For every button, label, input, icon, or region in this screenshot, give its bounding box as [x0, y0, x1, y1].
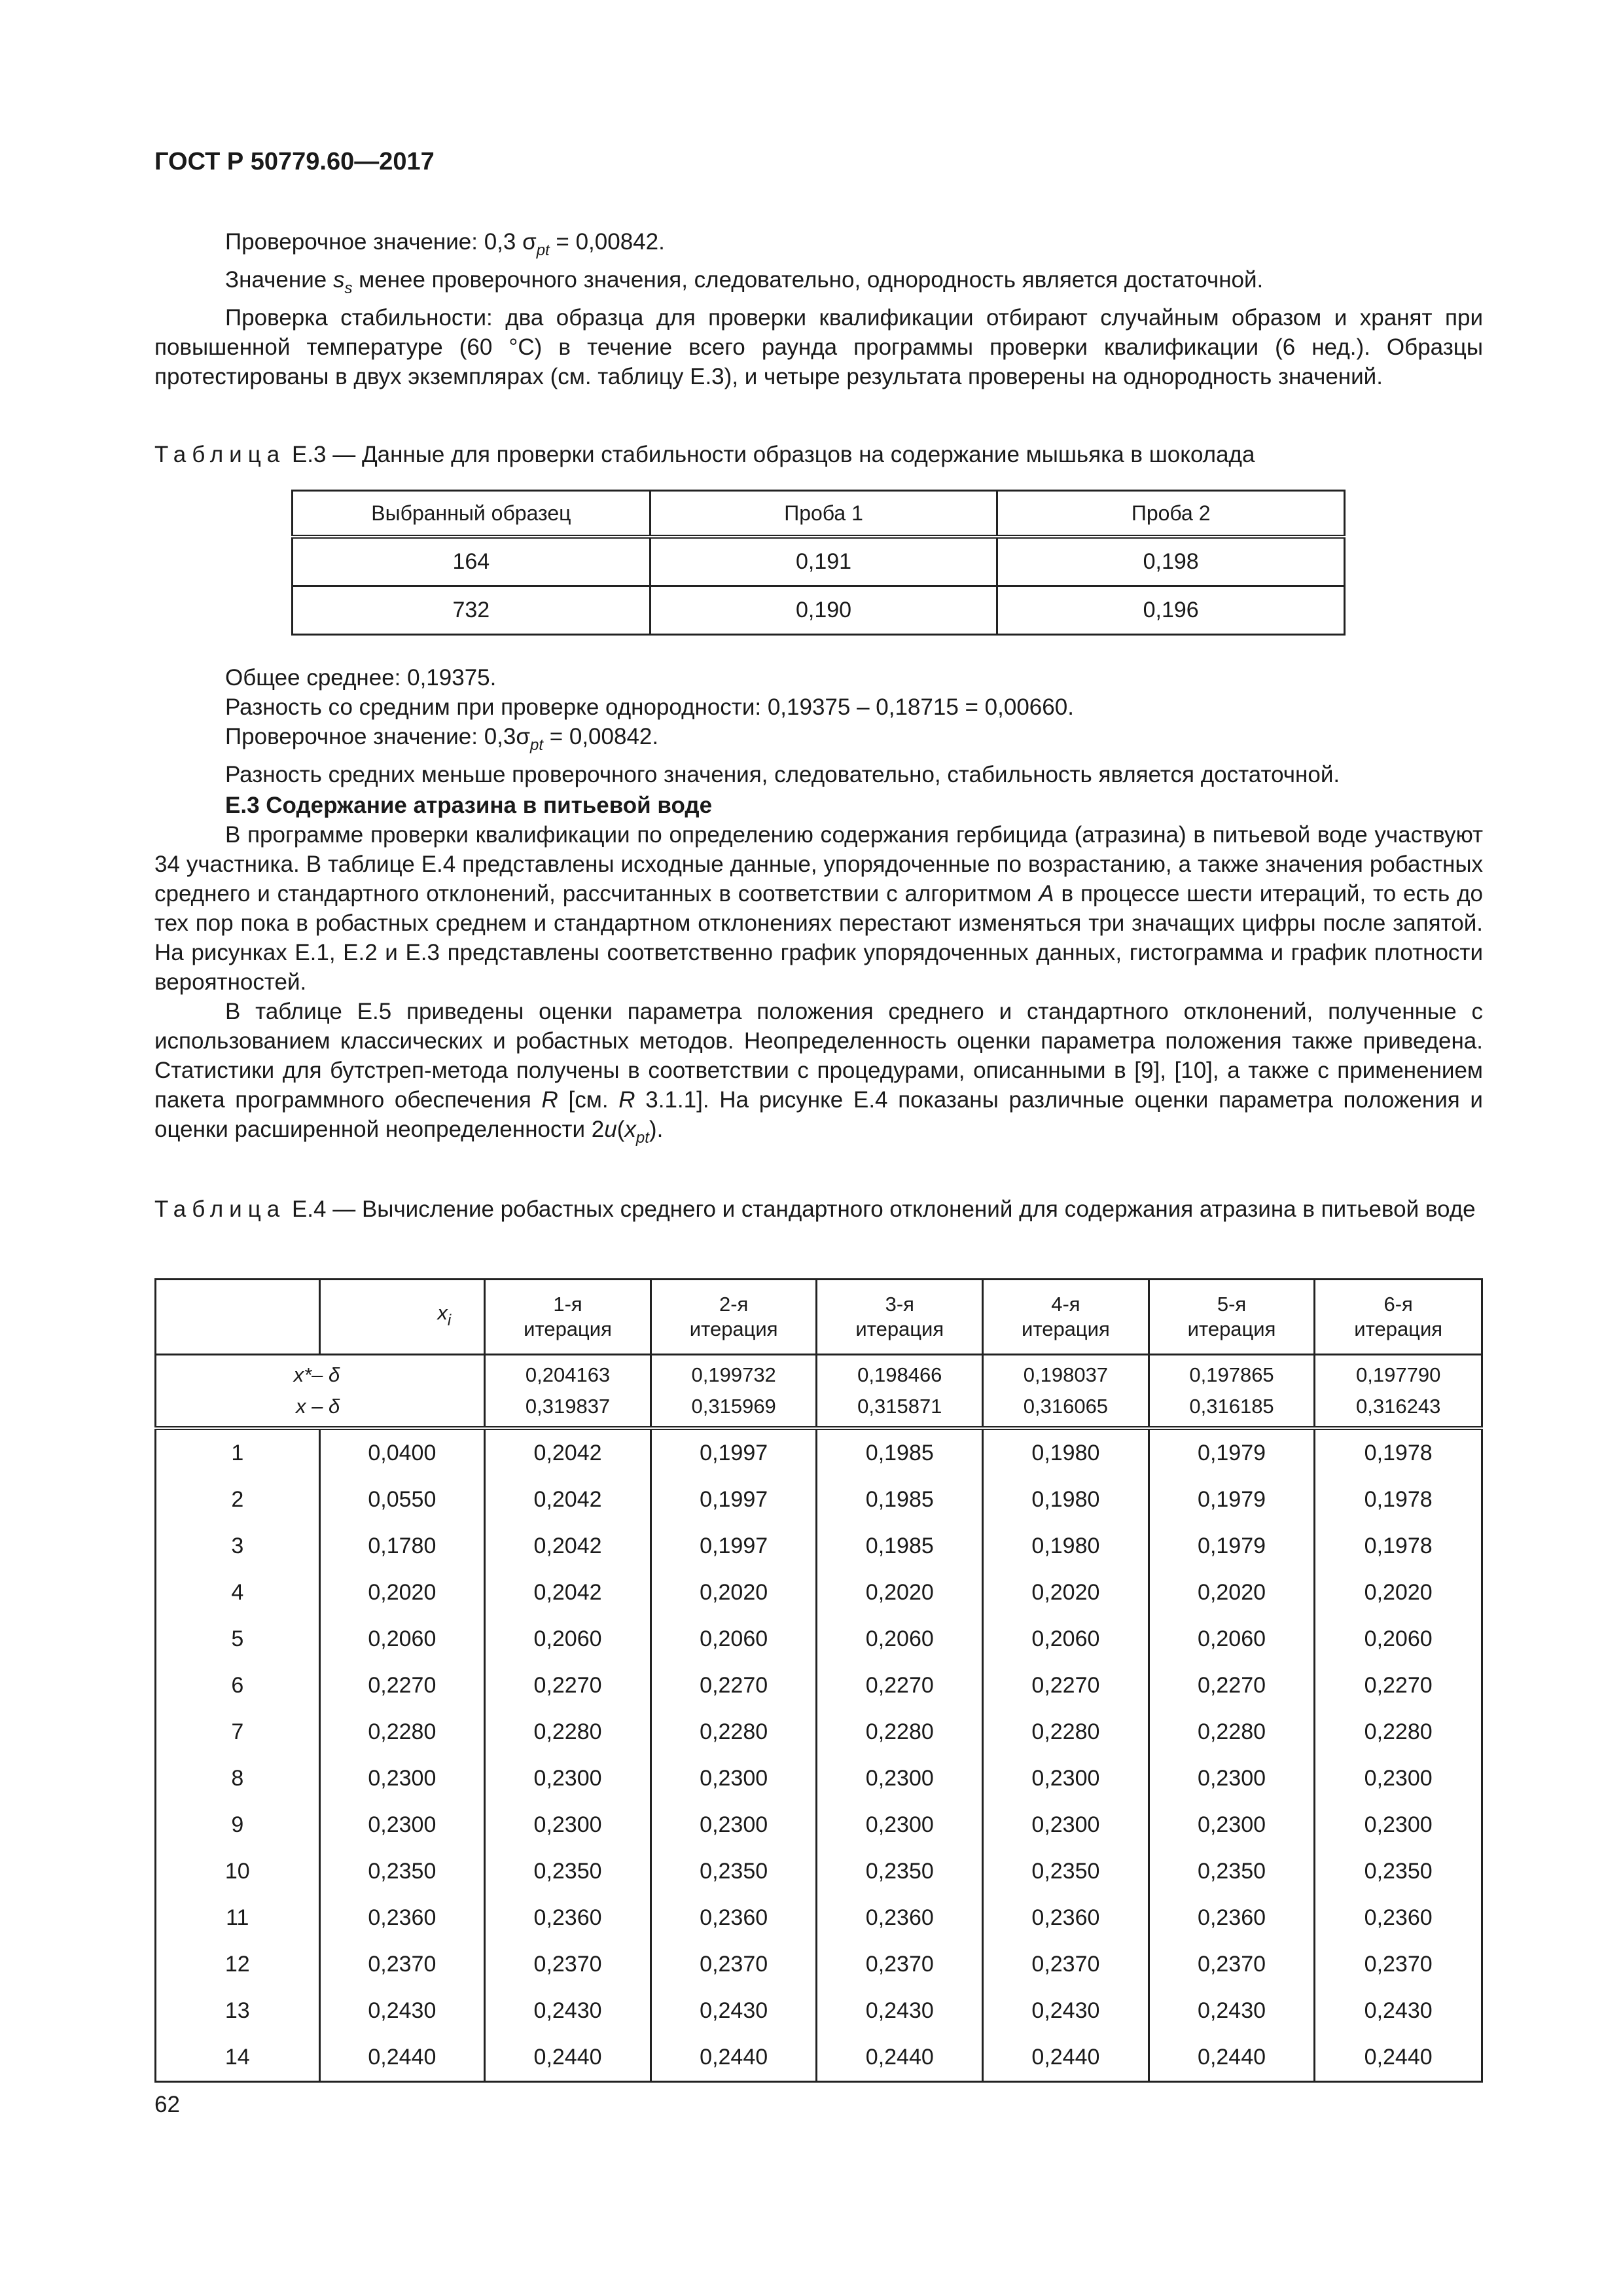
- table-cell: 0,1985: [817, 1523, 983, 1570]
- table-cell: 0,1978: [1315, 1477, 1482, 1523]
- table-cell: 0,2430: [983, 1988, 1149, 2034]
- iteration-header: 6-я итерация: [1315, 1280, 1482, 1355]
- table-cell: 0,2350: [319, 1848, 485, 1895]
- table-header-cell: [156, 1280, 320, 1355]
- table-row: [156, 1616, 1482, 1662]
- table-cell: 0,1997: [651, 1523, 817, 1570]
- section-title: Е.3 Содержание атразина в питьевой воде: [225, 793, 713, 818]
- iteration-header: 4-я итерация: [983, 1280, 1149, 1355]
- table-cell: 0,2020: [319, 1570, 485, 1616]
- table-cell: 0,2440: [319, 2034, 485, 2082]
- table-cell: 0,190: [650, 586, 997, 635]
- table-cell: 0,2370: [485, 1941, 651, 1988]
- delta-labels: x*– δ x – δ: [156, 1355, 485, 1429]
- table-cell: 0,2270: [1149, 1662, 1315, 1709]
- table-cell: 0,2060: [1315, 1616, 1482, 1662]
- row-index-cell: 3: [156, 1523, 320, 1570]
- row-index-cell: 13: [156, 1988, 320, 2034]
- table-cell: 732: [293, 586, 651, 635]
- table-cell: 0,196: [997, 586, 1345, 635]
- table-cell: 0,1980: [983, 1477, 1149, 1523]
- table-cell: 0,1997: [651, 1428, 817, 1477]
- row-index-cell: 14: [156, 2034, 320, 2082]
- table-row: [156, 2034, 1482, 2082]
- table-cell: 0,2060: [817, 1616, 983, 1662]
- table-cell: 0,2060: [651, 1616, 817, 1662]
- table-cell: 0,1978: [1315, 1428, 1482, 1477]
- table-cell: 0,1979: [1149, 1428, 1315, 1477]
- row-index-cell: 1: [156, 1428, 320, 1477]
- row-index-cell: 9: [156, 1802, 320, 1848]
- table-cell: 0,2360: [651, 1895, 817, 1941]
- row-index-cell: 11: [156, 1895, 320, 1941]
- table-row: [156, 1570, 1482, 1616]
- table-cell: 0,2280: [1315, 1709, 1482, 1755]
- stability-conclusion: Разность средних меньше проверочного значения, следовательно, стабильность является достаточной.: [225, 762, 1340, 787]
- delta-cell: 0,198037 0,316065: [983, 1355, 1149, 1429]
- homogeneity-text: [154, 227, 1483, 391]
- table-row: [156, 1477, 1482, 1523]
- table-row: [156, 1895, 1482, 1941]
- table-cell: 0,2440: [1149, 2034, 1315, 2082]
- table-cell: 0,0400: [319, 1428, 485, 1477]
- table-cell: 0,2300: [983, 1755, 1149, 1802]
- iteration-header: 5-я итерация: [1149, 1280, 1315, 1355]
- table-e4-caption: Таблица Е.4 — Вычисление робастных среднего и стандартного отклонений для содержания атразина в питьевой воде: [154, 1196, 1476, 1222]
- table-cell: 0,2300: [319, 1755, 485, 1802]
- table-header-cell: Проба 2: [997, 491, 1345, 537]
- table-cell: 0,2430: [651, 1988, 817, 2034]
- table-cell: 0,191: [650, 537, 997, 586]
- table-cell: 0,2020: [1315, 1570, 1482, 1616]
- row-index-cell: 2: [156, 1477, 320, 1523]
- row-index-cell: 5: [156, 1616, 320, 1662]
- table-cell: 0,2350: [1149, 1848, 1315, 1895]
- table-cell: 0,2360: [983, 1895, 1149, 1941]
- table-e3-caption: Таблица Е.3 — Данные для проверки стабильности образцов на содержание мышьяка в шоколада: [154, 442, 1255, 467]
- table-row: [293, 537, 1345, 586]
- table-header-cell: Проба 1: [650, 491, 997, 537]
- table-cell: 0,2042: [485, 1570, 651, 1616]
- table-row: [156, 1662, 1482, 1709]
- table-cell: 0,2020: [983, 1570, 1149, 1616]
- delta-cell: 0,197865 0,316185: [1149, 1355, 1315, 1429]
- table-cell: 0,2430: [319, 1988, 485, 2034]
- table-cell: 0,2042: [485, 1428, 651, 1477]
- table-cell: 0,1979: [1149, 1523, 1315, 1570]
- table-e4: [154, 1278, 1483, 2083]
- iteration-header: 1-я итерация: [485, 1280, 651, 1355]
- table-cell: 0,2300: [817, 1802, 983, 1848]
- table-cell: 0,1985: [817, 1477, 983, 1523]
- table-cell: 0,2430: [485, 1988, 651, 2034]
- row-index-cell: 12: [156, 1941, 320, 1988]
- table-cell: 0,2350: [651, 1848, 817, 1895]
- table-cell: 0,2360: [1149, 1895, 1315, 1941]
- row-index-cell: 7: [156, 1709, 320, 1755]
- table-cell: 0,2270: [817, 1662, 983, 1709]
- table-cell: 0,2280: [983, 1709, 1149, 1755]
- page-number: 62: [154, 2092, 180, 2117]
- delta-cell: 0,199732 0,315969: [651, 1355, 817, 1429]
- table-cell: 0,1979: [1149, 1477, 1315, 1523]
- row-index-cell: 10: [156, 1848, 320, 1895]
- table-cell: 0,2350: [983, 1848, 1149, 1895]
- table-cell: 0,2280: [485, 1709, 651, 1755]
- mean-difference: Разность со средним при проверке однородности: 0,19375 – 0,18715 = 0,00660.: [225, 694, 1074, 720]
- table-cell: 0,2370: [1149, 1941, 1315, 1988]
- overall-mean: Общее среднее: 0,19375.: [225, 665, 497, 691]
- table-cell: 0,2300: [485, 1802, 651, 1848]
- table-cell: 0,2060: [319, 1616, 485, 1662]
- table-row: [156, 1523, 1482, 1570]
- table-row: [156, 1941, 1482, 1988]
- table-cell: 0,2300: [817, 1755, 983, 1802]
- table-cell: 0,2370: [319, 1941, 485, 1988]
- table-cell: 0,2430: [817, 1988, 983, 2034]
- table-cell: 0,2060: [983, 1616, 1149, 1662]
- table-row: [293, 586, 1345, 635]
- table-e3: [291, 490, 1346, 636]
- table-cell: 0,2430: [1315, 1988, 1482, 2034]
- atrazine-paragraph-2: В таблице Е.5 приведены оценки параметра положения среднего и стандартного отклонений, полученные с использованием классических и робастных методов. Неопределенность оценки параметра положения также приведена. Статистики для бутстреп-метода получены в соответствии с процедурами, описанными в [9], [10], а также с применением пакета программного обеспечения R [см. R 3.1.1]. На рисунке Е.4 показаны различные оценки параметра положения и оценки расширенной неопределенности $2u(x_{pt})$.: [154, 999, 1483, 1147]
- table-cell: 0,2280: [817, 1709, 983, 1755]
- table-cell: 0,1997: [651, 1477, 817, 1523]
- iteration-header: 2-я итерация: [651, 1280, 817, 1355]
- table-cell: 0,2370: [817, 1941, 983, 1988]
- table-cell: 0,2280: [319, 1709, 485, 1755]
- stability-results: [154, 663, 1483, 1153]
- document-header: ГОСТ Р 50779.60—2017: [154, 148, 435, 175]
- table-cell: 0,2370: [983, 1941, 1149, 1988]
- table-cell: 0,2440: [651, 2034, 817, 2082]
- table-cell: 0,2300: [1149, 1755, 1315, 1802]
- table-row: [156, 1428, 1482, 1477]
- table-cell: 0,2300: [651, 1755, 817, 1802]
- table-cell: 0,2350: [1315, 1848, 1482, 1895]
- table-cell: 0,2360: [817, 1895, 983, 1941]
- table-e4-body: [156, 1428, 1482, 2082]
- homogeneity-conclusion: Значение $s_s$ менее проверочного значения, следовательно, однородность является достаточной.: [225, 267, 1264, 297]
- iteration-header: 3-я итерация: [817, 1280, 983, 1355]
- table-cell: 0,2020: [651, 1570, 817, 1616]
- table-cell: 0,2020: [817, 1570, 983, 1616]
- delta-cell: 0,197790 0,316243: [1315, 1355, 1482, 1429]
- table-cell: 0,2280: [651, 1709, 817, 1755]
- table-cell: 164: [293, 537, 651, 586]
- table-cell: 0,2042: [485, 1477, 651, 1523]
- atrazine-paragraph-1: В программе проверки квалификации по определению содержания гербицида (атразина) в питьевой воде участвуют 34 участника. В таблице Е.4 представлены исходные данные, упорядоченные по возрастанию, а также значения робастных среднего и стандартного отклонений, рассчитанных в соответствии с алгоритмом А в процессе шести итераций, то есть до тех пор пока в робастных среднем и стандартном отклонениях перестают изменяться три значащих цифры после запятой. На рисунках Е.1, Е.2 и Е.3 представлены соответственно график упорядоченных данных, гистограмма и график плотности вероятностей.: [154, 822, 1483, 995]
- check-value-line: Проверочное значение: 0,3 $\sigma_{pt} = 0,00842$.: [225, 229, 665, 259]
- table-cell: 0,2440: [485, 2034, 651, 2082]
- table-cell: 0,2300: [1315, 1802, 1482, 1848]
- table-row: [156, 1755, 1482, 1802]
- table-cell: 0,2300: [1315, 1755, 1482, 1802]
- table-header-cell: Выбранный образец: [293, 491, 651, 537]
- table-cell: 0,2300: [1149, 1802, 1315, 1848]
- table-row: [156, 1848, 1482, 1895]
- table-cell: 0,2042: [485, 1523, 651, 1570]
- xi-header: $x_i$: [319, 1280, 485, 1355]
- table-cell: 0,198: [997, 537, 1345, 586]
- table-cell: 0,2270: [485, 1662, 651, 1709]
- stability-paragraph: Проверка стабильности: два образца для проверки квалификации отбирают случайным образом и хранят при повышенной температуре (60 °С) в течение всего раунда программы проверки квалификации (6 нед.). Образцы протестированы в двух экземплярах (см. таблицу Е.3), и четыре результата проверены на однородность значений.: [154, 305, 1483, 389]
- table-cell: 0,2360: [319, 1895, 485, 1941]
- table-cell: 0,1780: [319, 1523, 485, 1570]
- table-cell: 0,2360: [1315, 1895, 1482, 1941]
- delta-cell: 0,204163 0,319837: [485, 1355, 651, 1429]
- table-cell: 0,1980: [983, 1428, 1149, 1477]
- table-cell: 0,2270: [319, 1662, 485, 1709]
- table-row: [156, 1988, 1482, 2034]
- table-cell: 0,2440: [1315, 2034, 1482, 2082]
- table-cell: 0,1978: [1315, 1523, 1482, 1570]
- table-cell: 0,1985: [817, 1428, 983, 1477]
- table-cell: 0,2300: [983, 1802, 1149, 1848]
- table-cell: 0,2430: [1149, 1988, 1315, 2034]
- check-value-line: Проверочное значение: $0,3\sigma_{pt} = 0,00842$.: [225, 724, 659, 754]
- table-cell: 0,2370: [1315, 1941, 1482, 1988]
- table-cell: 0,2060: [1149, 1616, 1315, 1662]
- row-index-cell: 8: [156, 1755, 320, 1802]
- table-cell: 0,2370: [651, 1941, 817, 1988]
- table-cell: 0,0550: [319, 1477, 485, 1523]
- table-cell: 0,2060: [485, 1616, 651, 1662]
- row-index-cell: 6: [156, 1662, 320, 1709]
- delta-cell: 0,198466 0,315871: [817, 1355, 983, 1429]
- table-cell: 0,2300: [485, 1755, 651, 1802]
- table-cell: 0,2440: [817, 2034, 983, 2082]
- table-cell: 0,2360: [485, 1895, 651, 1941]
- table-cell: 0,2020: [1149, 1570, 1315, 1616]
- table-cell: 0,2350: [485, 1848, 651, 1895]
- table-cell: 0,1980: [983, 1523, 1149, 1570]
- table-cell: 0,2300: [319, 1802, 485, 1848]
- table-cell: 0,2280: [1149, 1709, 1315, 1755]
- table-cell: 0,2300: [651, 1802, 817, 1848]
- row-index-cell: 4: [156, 1570, 320, 1616]
- table-cell: 0,2270: [983, 1662, 1149, 1709]
- table-cell: 0,2440: [983, 2034, 1149, 2082]
- table-row: [156, 1802, 1482, 1848]
- table-row: [156, 1709, 1482, 1755]
- table-cell: 0,2270: [1315, 1662, 1482, 1709]
- table-cell: 0,2270: [651, 1662, 817, 1709]
- table-cell: 0,2350: [817, 1848, 983, 1895]
